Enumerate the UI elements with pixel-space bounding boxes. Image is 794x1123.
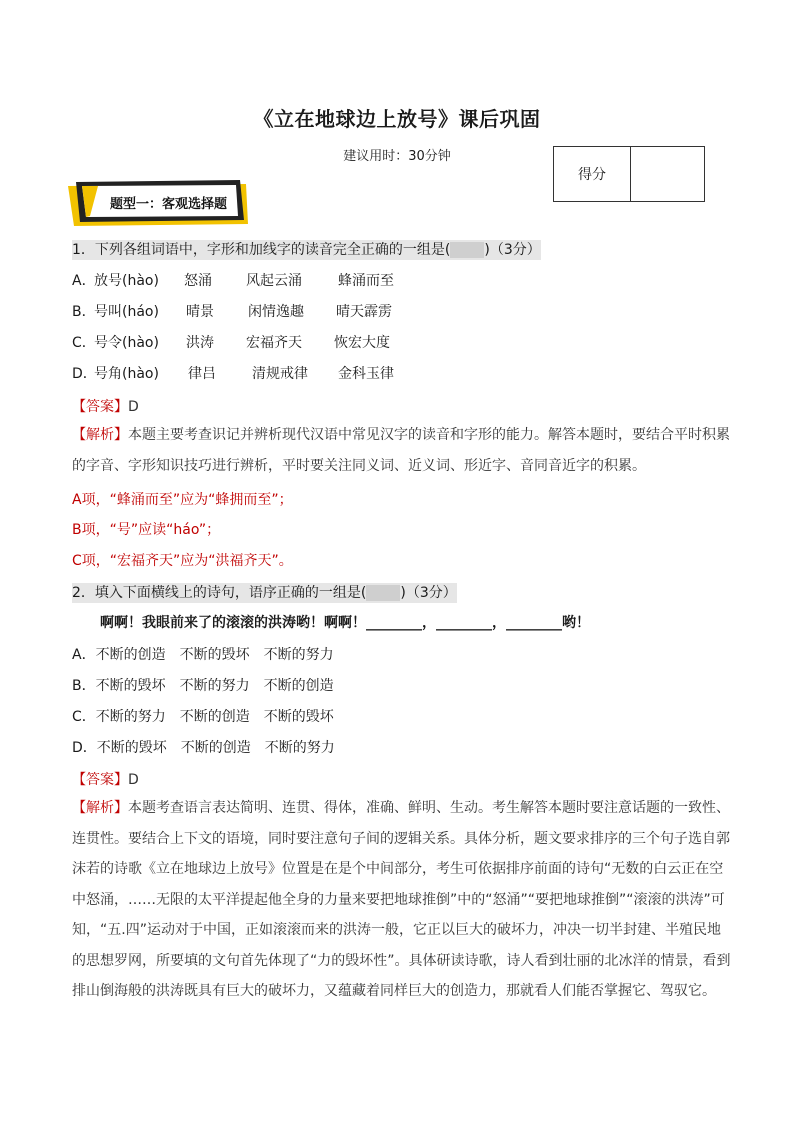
question-2-option-a: A．不断的创造 不断的毁坏 不断的努力 [72,647,334,663]
question-1-note-c: C项，“宏福齐天”应为“洪福齐天”。 [72,553,293,569]
score-value-cell [631,147,704,201]
question-1-analysis: 【解析】本题主要考查识记并辨析现代汉语中常见汉字的读音和字形的能力。解答本题时，要结合平时积累的字音、字形知识技巧进行辨析，平时要关注同义词、近义词、形近字、音同音近字的积累。 [72,427,730,474]
question-2-analysis: 【解析】本题考查语言表达简明、连贯、得体，准确、鲜明、生动。考生解答本题时要注意话题的一致性、连贯性。要结合上下文的语境，同时要注意句子间的逻辑关系。具体分析，题文要求排序的三个句子选自郭沫若的诗歌《立在地球边上放号》位置是在是个中间部分，考生可依据排序前面的诗句“无数的白云正在空中怒涌，……无限的太平洋提起他全身的力量来要把地球推倒”中的“怒涌”“要把地球推倒”“滚滚的洪涛”可知，“五.四”运动对于中国，正如滚滚而来的洪涛一般，它正以巨大的破坏力，冲决一切半封建、半殖民地的思想罗网，所要填的文句首先体现了“力的毁坏性”。具体研读诗歌，诗人看到壮丽的北冰洋的情景，看到排山倒海般的洪涛既具有巨大的破坏力，又蕴藏着同样巨大的创造力，那就看人们能否掌握它、驾驭它。 [72,800,731,999]
page-title: 《立在地球边上放号》课后巩固 [253,107,541,131]
section-banner-label: 题型一：客观选择题 [110,197,228,212]
section-banner [68,180,253,228]
score-label: 得分 [554,147,631,201]
score-box [553,146,705,202]
suggested-time: 建议用时：30分钟 [343,149,451,164]
question-2-poem-line: 啊啊！我眼前来了的滚滚的洪涛哟！啊啊！________，________，________哟！ [100,615,590,631]
question-1-option-d: D．号角(hào) 律吕 清规戒律 金科玉律 [72,366,394,382]
question-1-note-b: B项，“号”应读“háo”； [72,522,221,538]
question-2-stem: 2．填入下面横线上的诗句，语序正确的一组是( )（3分） [72,585,457,601]
question-1-stem: 1．下列各组词语中，字形和加线字的读音完全正确的一组是( )（3分） [72,242,541,258]
question-2-answer: 【答案】D [72,772,139,788]
question-1-option-b: B．号叫(háo) 晴景 闲情逸趣 晴天霹雳 [72,304,392,320]
question-2-option-b: B．不断的毁坏 不断的努力 不断的创造 [72,678,334,694]
question-1-option-a: A．放号(hào) 怒涌 风起云涌 蜂涌而至 [72,273,394,289]
question-2-option-d: D．不断的毁坏 不断的创造 不断的努力 [72,740,335,756]
question-1-answer: 【答案】D [72,399,139,415]
question-1-option-c: C．号令(hào) 洪涛 宏福齐天 恢宏大度 [72,335,390,351]
question-1-note-a: A项，“蜂涌而至”应为“蜂拥而至”； [72,492,293,508]
question-2-option-c: C．不断的努力 不断的创造 不断的毁坏 [72,709,334,725]
